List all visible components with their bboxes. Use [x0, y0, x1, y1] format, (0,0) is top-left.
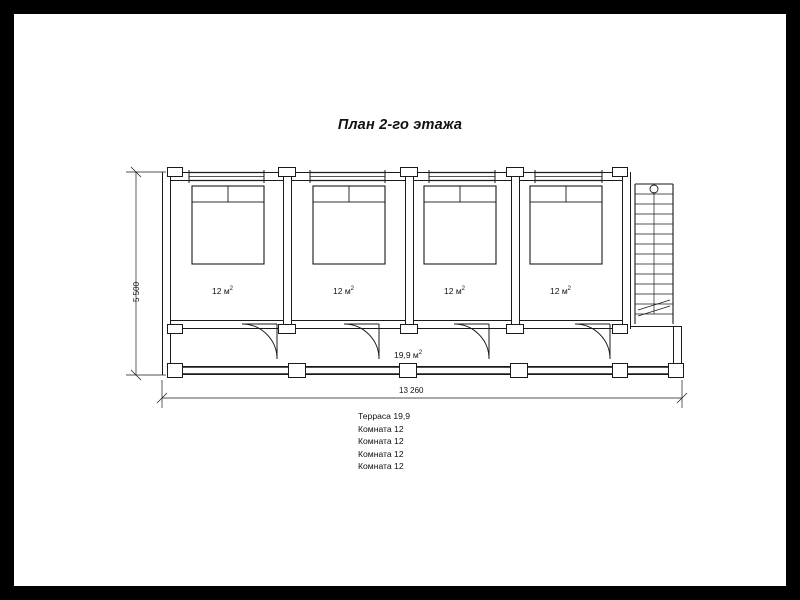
wall-left	[162, 172, 171, 375]
terrace-post	[399, 363, 417, 378]
dimension-vertical	[126, 167, 166, 380]
partition-2	[405, 172, 414, 329]
joint-node	[278, 324, 296, 334]
legend	[358, 410, 410, 473]
wall-terrace-bottom	[162, 366, 682, 375]
dimension-width-label: 13 260	[399, 386, 424, 395]
terrace-area: 19,9 $м^2$	[394, 350, 423, 360]
joint-node	[400, 167, 418, 177]
joint-node	[612, 167, 628, 177]
staircase	[635, 184, 673, 324]
terrace-post	[510, 363, 528, 378]
legend-line-5: Комната 12	[358, 461, 404, 472]
page-title: План 2-го этажа	[337, 117, 463, 133]
drawing-sheet	[14, 14, 786, 586]
terrace-post	[668, 363, 684, 378]
room-area-4: 12 $м^2$	[550, 286, 572, 296]
partition-1	[283, 172, 292, 329]
door-swings	[242, 324, 610, 359]
joint-node	[612, 324, 628, 334]
dimension-height-label: 5 500	[132, 281, 141, 302]
joint-node	[167, 324, 183, 334]
legend-line-1: Терраса 19,9	[358, 411, 411, 421]
terrace-post	[167, 363, 183, 378]
wall-top	[162, 172, 622, 181]
bed-furniture	[192, 186, 602, 264]
plan-linework	[14, 14, 786, 586]
partition-3	[511, 172, 520, 329]
wall-room-right	[622, 172, 631, 329]
legend-line-3: Комната 12	[358, 436, 404, 447]
joint-node	[506, 324, 524, 334]
wall-right-top-edge	[631, 326, 682, 327]
legend-line-2: Комната 12	[358, 423, 404, 434]
joint-node	[167, 167, 183, 177]
terrace-post	[288, 363, 306, 378]
wall-room-bottom	[162, 320, 622, 329]
room-area-1: 12 $м^2$	[212, 286, 234, 296]
room-area-3: 12 $м^2$	[444, 286, 466, 296]
legend-line-4: Комната 12	[358, 448, 404, 459]
terrace-post	[612, 363, 628, 378]
joint-node	[506, 167, 524, 177]
joint-node	[400, 324, 418, 334]
joint-node	[278, 167, 296, 177]
room-area-2: 12 $м^2$	[333, 286, 355, 296]
